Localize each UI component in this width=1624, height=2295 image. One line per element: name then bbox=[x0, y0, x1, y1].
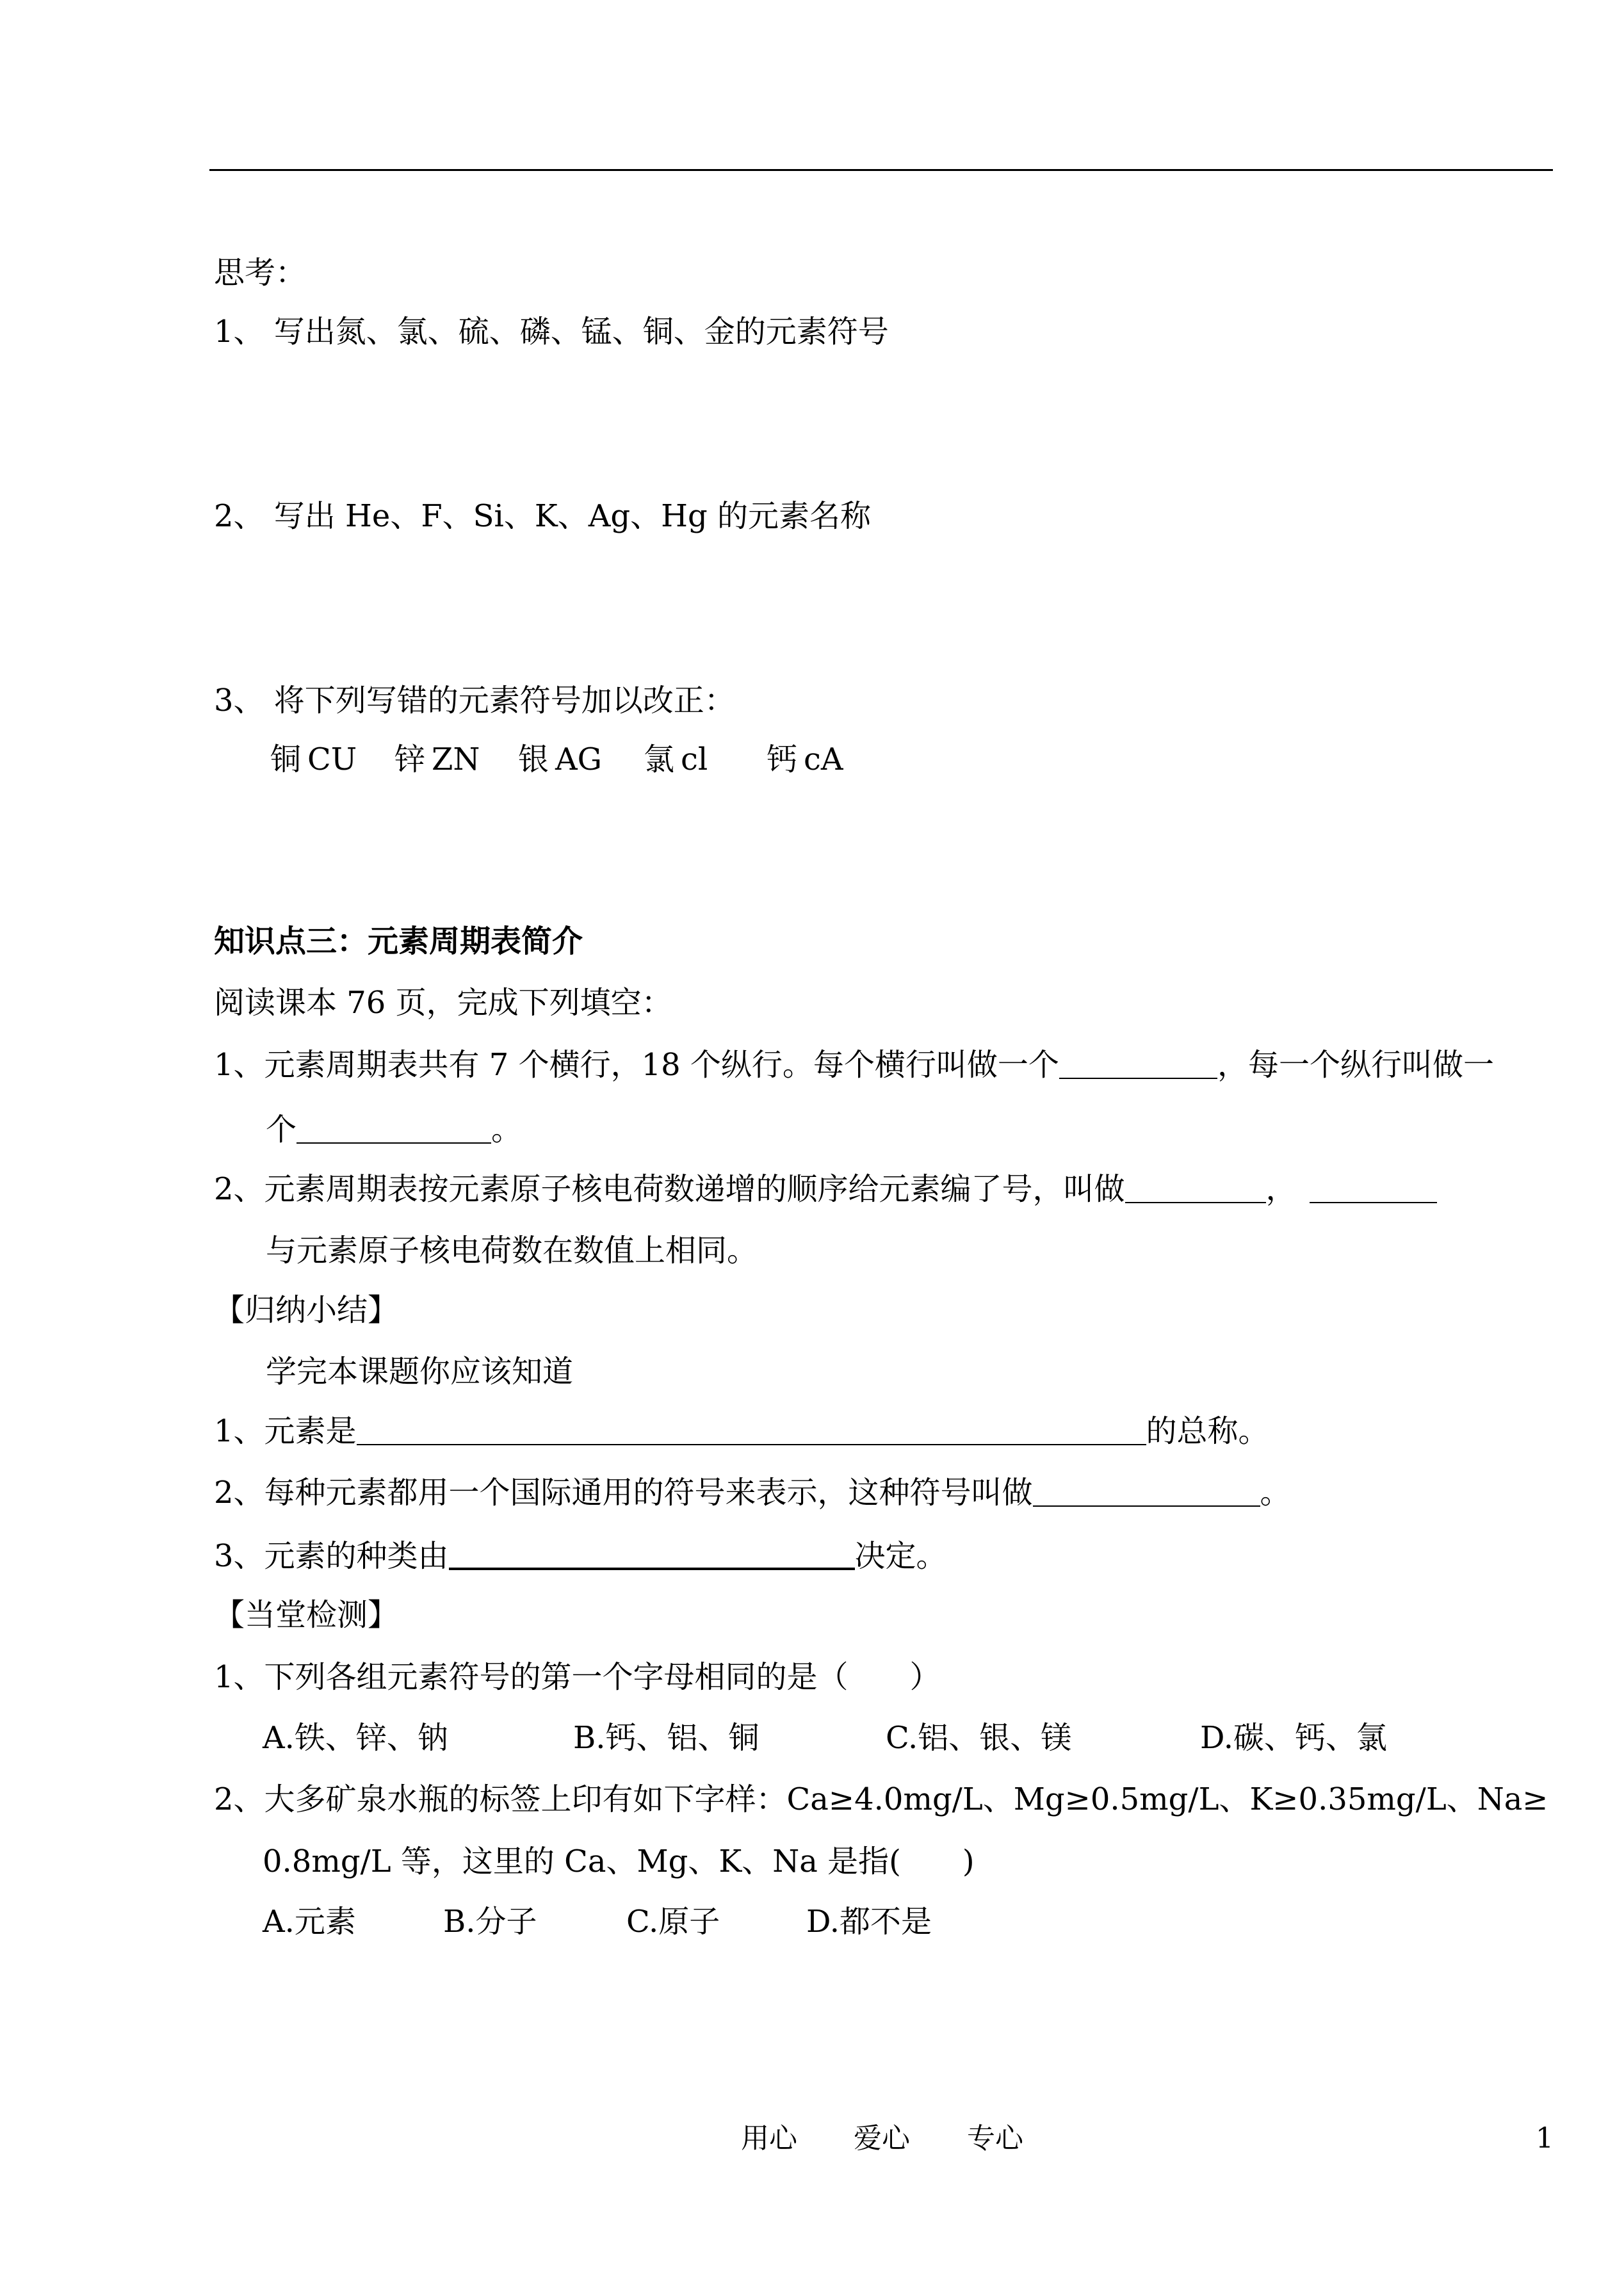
wrong-symbol-item bbox=[767, 742, 843, 777]
summary-heading: 【归纳小结】 bbox=[214, 1292, 399, 1328]
summary-item-1 bbox=[214, 1413, 1269, 1449]
element-name: 钙 bbox=[767, 742, 798, 777]
element-symbol: AG bbox=[555, 742, 603, 777]
thinking-question-3: 3、 将下列写错的元素符号加以改正： bbox=[214, 683, 735, 718]
fill-text: 个 bbox=[266, 1112, 297, 1148]
option-a[interactable]: A.铁、锌、钠 bbox=[263, 1720, 448, 1756]
element-symbol: cA bbox=[804, 742, 843, 777]
blank-line[interactable] bbox=[296, 1117, 491, 1144]
option-a[interactable]: A.元素 bbox=[263, 1904, 356, 1940]
wrong-symbol-item bbox=[270, 742, 357, 777]
fill-text: 3、元素的种类由 bbox=[214, 1538, 449, 1574]
option-d[interactable]: D.都不是 bbox=[806, 1904, 932, 1940]
element-symbol: CU bbox=[307, 742, 357, 777]
footer-motto: 爱心 bbox=[854, 2122, 910, 2155]
option-b[interactable]: B.钙、铝、铜 bbox=[573, 1720, 759, 1756]
header-rule bbox=[209, 169, 1553, 171]
section-intro: 阅读课本 76 页，完成下列填空： bbox=[214, 985, 672, 1021]
option-c[interactable]: C.原子 bbox=[626, 1904, 720, 1940]
option-b[interactable]: B.分子 bbox=[443, 1904, 537, 1940]
fill-text: 决定。 bbox=[854, 1538, 947, 1574]
thinking-question-2: 2、 写出 He、F、Si、K、Ag、Hg 的元素名称 bbox=[214, 498, 871, 534]
blank-line[interactable] bbox=[449, 1542, 855, 1570]
check-question-2-continued: 0.8mg/L 等，这里的 Ca、Mg、K、Na 是指( ) bbox=[263, 1844, 975, 1879]
summary-item-2 bbox=[214, 1475, 1291, 1511]
fill-item-2-continued: 与元素原子核电荷数在数值上相同。 bbox=[266, 1233, 758, 1269]
wrong-symbol-item bbox=[518, 742, 602, 777]
fill-item-2 bbox=[214, 1171, 1437, 1207]
fill-text: 。 bbox=[491, 1112, 523, 1148]
page-number: 1 bbox=[1536, 2122, 1554, 2155]
element-name: 铜 bbox=[270, 742, 302, 777]
blank-line[interactable] bbox=[1125, 1176, 1266, 1203]
blank-line[interactable] bbox=[357, 1418, 1146, 1445]
fill-text: 1、元素周期表共有 7 个横行，18 个纵行。每个横行叫做一个 bbox=[214, 1047, 1059, 1083]
blank-line[interactable] bbox=[1033, 1480, 1260, 1507]
element-name: 银 bbox=[518, 742, 549, 777]
fill-text: 的总称。 bbox=[1146, 1413, 1269, 1449]
check-question-2: 2、大多矿泉水瓶的标签上印有如下字样：Ca≥4.0mg/L、Mg≥0.5mg/L、K≥0.35mg/L、Na≥ bbox=[214, 1781, 1548, 1817]
check-question-1: 1、下列各组元素符号的第一个字母相同的是（ ） bbox=[214, 1659, 941, 1695]
option-d[interactable]: D.碳、钙、氯 bbox=[1200, 1720, 1388, 1756]
summary-intro: 学完本课题你应该知道 bbox=[266, 1354, 574, 1390]
wrong-symbol-item bbox=[394, 742, 480, 777]
element-name: 氯 bbox=[644, 742, 675, 777]
thinking-question-1: 1、 写出氮、氯、硫、磷、锰、铜、金的元素符号 bbox=[214, 314, 889, 350]
fill-item-1 bbox=[214, 1047, 1494, 1083]
fill-text: 1、元素是 bbox=[214, 1413, 357, 1449]
fill-text: 。 bbox=[1260, 1475, 1291, 1511]
element-name: 锌 bbox=[394, 742, 426, 777]
fill-item-1-continued bbox=[266, 1112, 522, 1148]
fill-text: ，每一个纵行叫做一 bbox=[1217, 1047, 1494, 1083]
summary-item-3 bbox=[214, 1538, 947, 1574]
fill-text: ， bbox=[1265, 1171, 1297, 1207]
blank-line[interactable] bbox=[1310, 1176, 1437, 1203]
footer-motto: 用心 bbox=[741, 2122, 797, 2155]
element-symbol: ZN bbox=[432, 742, 480, 777]
thinking-heading: 思考： bbox=[214, 255, 307, 291]
blank-line[interactable] bbox=[1059, 1052, 1217, 1079]
check-heading: 【当堂检测】 bbox=[214, 1597, 399, 1633]
option-c[interactable]: C.铝、银、镁 bbox=[886, 1720, 1072, 1756]
footer-motto: 专心 bbox=[967, 2122, 1023, 2155]
fill-text: 2、元素周期表按元素原子核电荷数递增的顺序给元素编了号，叫做 bbox=[214, 1171, 1125, 1207]
element-symbol: cl bbox=[681, 742, 708, 777]
wrong-symbol-item bbox=[644, 742, 708, 777]
fill-text: 2、每种元素都用一个国际通用的符号来表示，这种符号叫做 bbox=[214, 1475, 1033, 1511]
section-heading: 知识点三：元素周期表简介 bbox=[214, 923, 583, 959]
